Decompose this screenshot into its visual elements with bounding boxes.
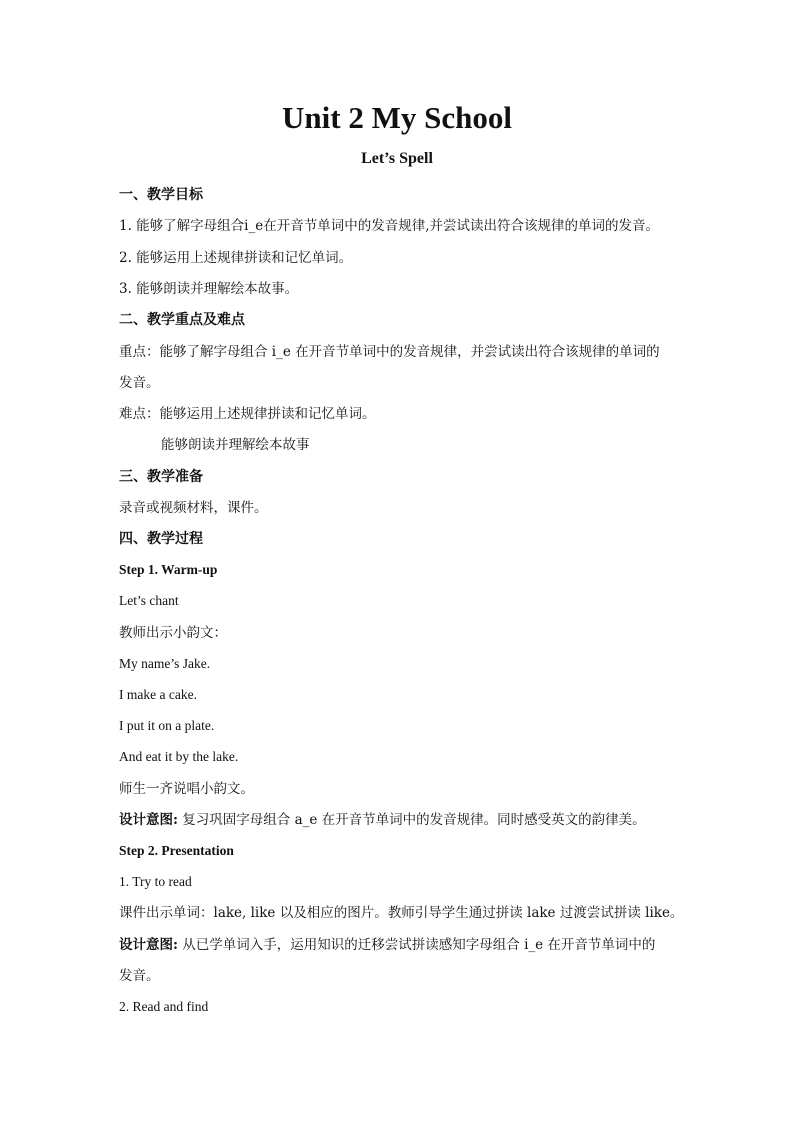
- section-heading-process: 四、教学过程: [119, 531, 203, 547]
- section-heading-preparation: 三、教学准备: [119, 469, 203, 485]
- step1-intent: [119, 810, 699, 830]
- objective-item-1: 1. 能够了解字母组合i_e在开音节单词中的发音规律,并尝试读出符合该规律的单词的发音。: [119, 218, 660, 234]
- chant-line-4: And eat it by the lake.: [119, 749, 239, 764]
- chant-label: Let’s chant: [119, 593, 179, 608]
- section-heading-key-points: 二、教学重点及难点: [119, 312, 245, 328]
- step1-title: Step 1. Warm-up: [119, 562, 218, 577]
- step2-intent: [119, 935, 699, 955]
- preparation-text: 录音或视频材料，课件。: [119, 500, 268, 516]
- chant-follow: 师生一齐说唱小韵文。: [119, 781, 254, 797]
- step2-sub2: 2. Read and find: [119, 999, 209, 1014]
- intent-text: 从已学单词入手，运用知识的迁移尝试拼读感知字母组合 i_e 在开音节单词中的: [177, 937, 656, 953]
- chant-intro: 教师出示小韵文：: [119, 625, 227, 641]
- step2-title: Step 2. Presentation: [119, 843, 234, 858]
- intent-label: 设计意图:: [119, 937, 178, 953]
- objective-item-2: 2. 能够运用上述规律拼读和记忆单词。: [119, 250, 353, 266]
- chant-line-3: I put it on a plate.: [119, 718, 215, 733]
- objective-item-3: 3. 能够朗读并理解绘本故事。: [119, 281, 299, 297]
- step2-sub1: 1. Try to read: [119, 874, 192, 889]
- section-heading-objectives: 一、教学目标: [119, 187, 203, 203]
- step2-sub1-text: 课件出示单词：lake, like 以及相应的图片。教师引导学生通过拼读 lake 过渡尝试拼读 like。: [119, 905, 684, 921]
- difficult-point: 难点：能够运用上述规律拼读和记忆单词。: [119, 406, 376, 422]
- page-title: Unit 2 My School: [282, 100, 512, 135]
- intent-label: 设计意图:: [119, 812, 178, 828]
- intent-text: 复习巩固字母组合 a_e 在开音节单词中的发音规律。同时感受英文的韵律美。: [177, 812, 646, 828]
- chant-line-1: My name’s Jake.: [119, 656, 211, 671]
- key-point-line-1: 重点：能够了解字母组合 i_e 在开音节单词中的发音规律，并尝试读出符合该规律的单词的: [119, 344, 660, 360]
- difficult-point-2: 能够朗读并理解绘本故事: [161, 437, 310, 453]
- step2-intent-cont: 发音。: [119, 968, 160, 984]
- chant-line-2: I make a cake.: [119, 687, 197, 702]
- key-point-line-2: 发音。: [119, 375, 160, 391]
- page-subtitle: Let’s Spell: [361, 150, 433, 167]
